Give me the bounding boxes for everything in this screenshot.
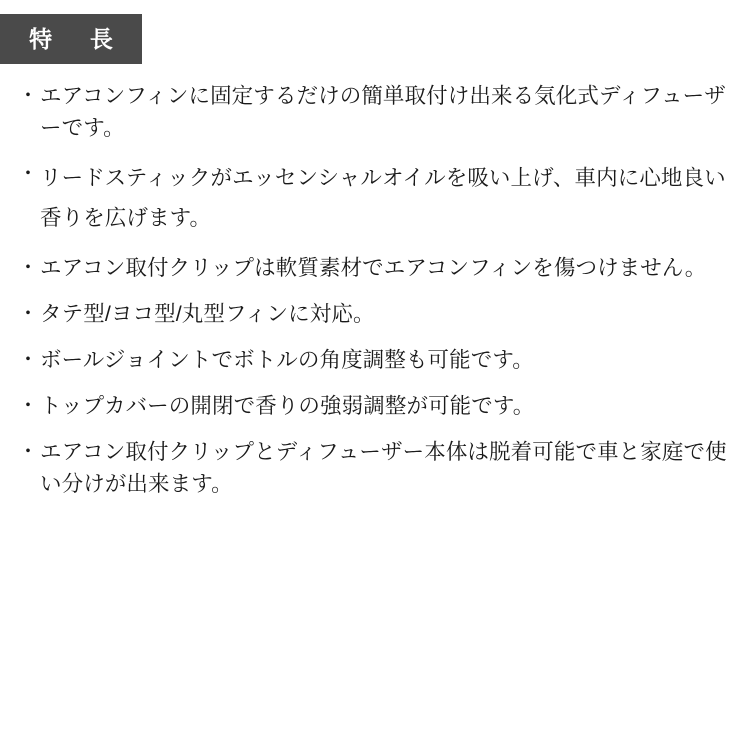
- list-item: [18, 158, 734, 238]
- feature-text: ボールジョイントでボトルの角度調整も可能です。: [40, 348, 534, 372]
- feature-text: トップカバーの開閉で香りの強弱調整が可能です。: [40, 394, 535, 418]
- bullet-icon: ・: [18, 349, 38, 371]
- list-item: [18, 390, 734, 422]
- bullet-icon: ・: [18, 257, 38, 279]
- bullet-icon: ・: [18, 163, 38, 185]
- list-item: [18, 80, 734, 144]
- feature-text: エアコン取付クリップは軟質素材でエアコンフィンを傷つけません。: [40, 256, 707, 280]
- bullet-icon: ・: [18, 441, 38, 463]
- feature-text: タテ型/ヨコ型/丸型フィンに対応。: [40, 302, 375, 326]
- feature-text: エアコン取付クリップとディフューザー本体は脱着可能で車と家庭で使い分けが出来ます。: [40, 440, 727, 496]
- section-header-label: 特 長: [29, 25, 121, 52]
- bullet-icon: ・: [18, 303, 38, 325]
- section-header-tab: [0, 14, 142, 64]
- list-item: [18, 436, 734, 500]
- bullet-icon: ・: [18, 85, 38, 107]
- feature-list: [18, 80, 734, 514]
- list-item: [18, 344, 734, 376]
- feature-text: リードスティックがエッセンシャルオイルを吸い上げ、車内に心地良い香りを広げます。: [40, 166, 726, 230]
- bullet-icon: ・: [18, 395, 38, 417]
- list-item: [18, 252, 734, 284]
- feature-text: エアコンフィンに固定するだけの簡単取付け出来る気化式ディフューザーです。: [40, 84, 726, 140]
- list-item: [18, 298, 734, 330]
